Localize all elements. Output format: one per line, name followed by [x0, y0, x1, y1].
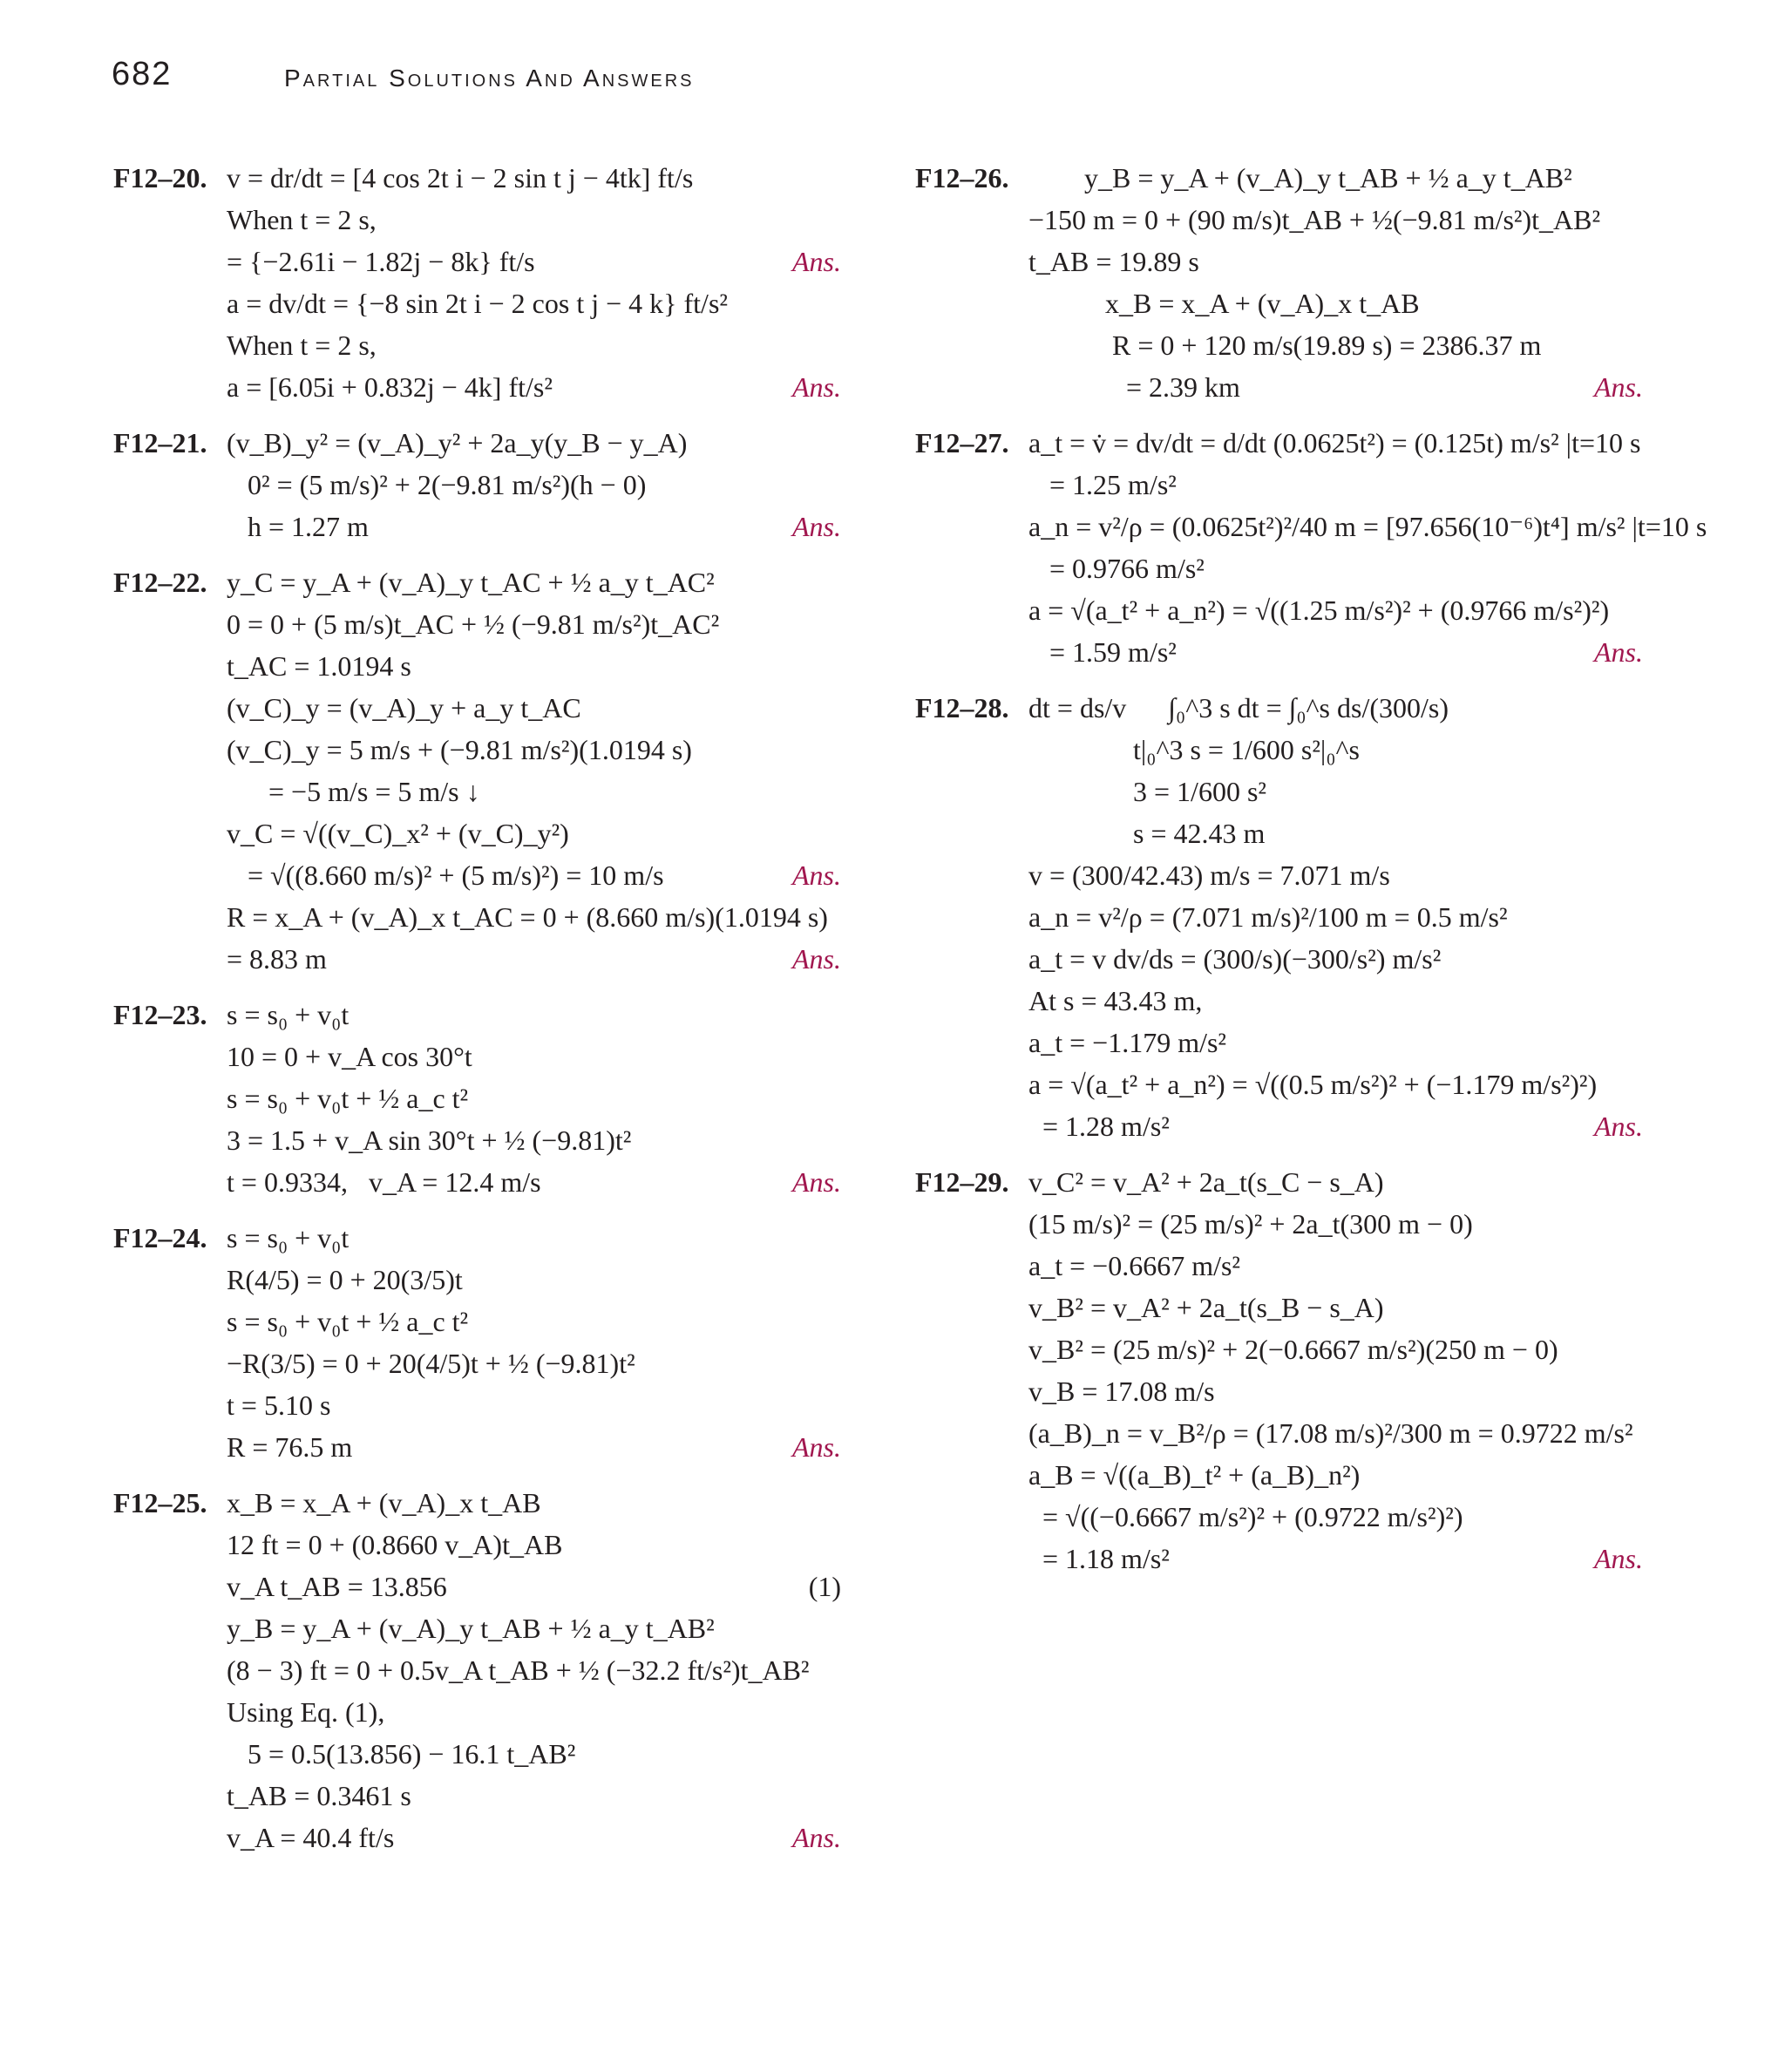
solution-line — [227, 687, 841, 729]
equation-number: (1) — [808, 1571, 841, 1602]
answer-marker: Ans. — [1594, 1543, 1643, 1574]
solution-line — [1028, 1203, 1643, 1245]
solution-text: s = s₀ + v₀t — [227, 999, 350, 1030]
solution-line — [1028, 1412, 1643, 1454]
solution-text: s = s₀ + v₀t — [227, 1222, 350, 1253]
solution-line — [1028, 241, 1643, 282]
solution-line — [227, 1077, 841, 1119]
solution-text: = √((8.660 m/s)² + (5 m/s)²) = 10 m/s — [227, 859, 664, 891]
problem-id: F12–27. — [915, 427, 1009, 459]
solution-text: v_B² = v_A² + 2a_t(s_B − s_A) — [1028, 1292, 1384, 1323]
solution-text: Using Eq. (1), — [227, 1696, 385, 1728]
solution-line — [227, 422, 841, 464]
answer-marker: Ans. — [792, 371, 841, 403]
solution-text: a = [6.05i + 0.832j − 4k] ft/s² — [227, 371, 553, 403]
solution-text: v_B = 17.08 m/s — [1028, 1376, 1215, 1407]
solution-text: 3 = 1/600 s² — [1028, 776, 1266, 807]
solution-line — [227, 645, 841, 687]
solution-line — [227, 1524, 841, 1566]
solution-text: s = s₀ + v₀t + ½ a_c t² — [227, 1306, 469, 1337]
solution-line — [227, 994, 841, 1036]
solution-text: 0 = 0 + (5 m/s)t_AC + ½ (−9.81 m/s²)t_AC² — [227, 608, 720, 640]
solution-text: v_A t_AB = 13.856 — [227, 1571, 447, 1602]
problem — [113, 1482, 841, 1858]
left-column — [113, 157, 841, 1872]
solution-text: t_AB = 19.89 s — [1028, 246, 1199, 277]
solution-line — [1028, 422, 1643, 464]
solution-line — [1028, 157, 1643, 199]
solution-text: v_A = 40.4 ft/s — [227, 1822, 395, 1853]
solution-line — [227, 324, 841, 366]
answer-marker: Ans. — [1594, 636, 1643, 668]
solution-line — [227, 1301, 841, 1342]
solution-line — [1028, 1161, 1643, 1203]
solution-line — [1028, 506, 1707, 547]
solution-line — [227, 1691, 841, 1733]
solution-line — [1028, 896, 1643, 938]
solution-line — [1028, 282, 1643, 324]
solution-line — [227, 603, 841, 645]
solution-text: a_n = v²/ρ = (7.071 m/s)²/100 m = 0.5 m/s² — [1028, 901, 1508, 933]
problem — [113, 994, 841, 1203]
problem — [113, 1217, 841, 1468]
solution-line — [1028, 324, 1643, 366]
solution-line — [227, 561, 841, 603]
solution-line — [1028, 1245, 1643, 1287]
solution-text: 3 = 1.5 + v_A sin 30°t + ½ (−9.81)t² — [227, 1124, 632, 1156]
solution-text: R(4/5) = 0 + 20(3/5)t — [227, 1264, 463, 1295]
solution-text: y_B = y_A + (v_A)_y t_AB + ½ a_y t_AB² — [227, 1613, 715, 1644]
solution-text: v_B² = (25 m/s)² + 2(−0.6667 m/s²)(250 m − 0) — [1028, 1334, 1558, 1365]
solution-text: (15 m/s)² = (25 m/s)² + 2a_t(300 m − 0) — [1028, 1208, 1473, 1240]
solution-line — [227, 1217, 841, 1259]
solution-line — [1028, 1287, 1643, 1328]
solution-text: = 1.18 m/s² — [1028, 1543, 1170, 1574]
problem — [915, 157, 1643, 408]
solution-line — [1028, 729, 1643, 771]
solution-text: (a_B)_n = v_B²/ρ = (17.08 m/s)²/300 m = 0.9722 m/s² — [1028, 1417, 1633, 1449]
problem-id: F12–26. — [915, 162, 1009, 194]
solution-line — [227, 1566, 841, 1607]
solution-text: v = dr/dt = [4 cos 2t i − 2 sin t j − 4tk] ft/s — [227, 162, 694, 194]
solution-line — [227, 1817, 841, 1858]
solution-text: s = s₀ + v₀t + ½ a_c t² — [227, 1083, 469, 1114]
solution-line — [1028, 366, 1643, 408]
solution-text: When t = 2 s, — [227, 204, 377, 235]
solution-text: R = x_A + (v_A)_x t_AC = 0 + (8.660 m/s)(1.0194 s) — [227, 901, 828, 933]
answer-marker: Ans. — [792, 1431, 841, 1463]
solution-text: v_C = √((v_C)_x² + (v_C)_y²) — [227, 818, 569, 849]
solution-line — [1028, 1454, 1643, 1496]
problem-id: F12–29. — [915, 1166, 1009, 1198]
solution-line — [227, 1426, 841, 1468]
solution-text: t = 0.9334, v_A = 12.4 m/s — [227, 1166, 541, 1198]
solution-line — [227, 199, 841, 241]
problem-id: F12–28. — [915, 692, 1009, 724]
solution-text: = 8.83 m — [227, 943, 327, 975]
solution-text: −R(3/5) = 0 + 20(4/5)t + ½ (−9.81)t² — [227, 1348, 635, 1379]
solution-text: a = √(a_t² + a_n²) = √((1.25 m/s²)² + (0.9766 m/s²)²) — [1028, 594, 1610, 626]
solution-text: R = 76.5 m — [227, 1431, 353, 1463]
solution-line — [227, 896, 841, 938]
solution-text: a = √(a_t² + a_n²) = √((0.5 m/s²)² + (−1.179 m/s²)²) — [1028, 1069, 1598, 1100]
solution-text: = {−2.61i − 1.82j − 8k} ft/s — [227, 246, 535, 277]
solution-text: (8 − 3) ft = 0 + 0.5v_A t_AB + ½ (−32.2 ft/s²)t_AB² — [227, 1654, 810, 1686]
solution-text: t = 5.10 s — [227, 1389, 331, 1421]
solution-text: a_B = √((a_B)_t² + (a_B)_n²) — [1028, 1459, 1361, 1491]
solution-line — [227, 812, 841, 854]
solution-line — [1028, 589, 1643, 631]
solution-line — [1028, 1105, 1643, 1147]
answer-marker: Ans. — [792, 1822, 841, 1853]
solution-line — [227, 1119, 841, 1161]
solution-line — [227, 771, 841, 812]
solution-line — [227, 1775, 841, 1817]
solution-text: When t = 2 s, — [227, 329, 377, 361]
solution-text: t|₀^3 s = 1/600 s²|₀^s — [1028, 734, 1360, 765]
solution-line — [227, 1607, 841, 1649]
page-number: 682 — [112, 56, 173, 92]
solution-line — [1028, 687, 1643, 729]
problem — [113, 561, 841, 980]
answer-marker: Ans. — [792, 1166, 841, 1198]
solution-text: = √((−0.6667 m/s²)² + (0.9722 m/s²)²) — [1028, 1501, 1463, 1532]
solution-text: t_AB = 0.3461 s — [227, 1780, 411, 1811]
solution-text: R = 0 + 120 m/s(19.89 s) = 2386.37 m — [1028, 329, 1542, 361]
solution-line — [227, 1259, 841, 1301]
solution-text: = 1.25 m/s² — [1028, 469, 1177, 500]
solution-text: a_t = v̇ = dv/dt = d/dt (0.0625t²) = (0.125t) m/s² |t=10 s — [1028, 427, 1641, 459]
solution-line — [227, 729, 841, 771]
solution-text: v_C² = v_A² + 2a_t(s_C − s_A) — [1028, 1166, 1384, 1198]
solution-line — [227, 938, 841, 980]
solution-text: dt = ds/v ∫₀^3 s dt = ∫₀^s ds/(300/s) — [1028, 692, 1449, 724]
solution-text: h = 1.27 m — [227, 511, 369, 542]
problem-id: F12–24. — [113, 1222, 207, 1253]
answer-marker: Ans. — [792, 511, 841, 542]
solution-text: −150 m = 0 + (90 m/s)t_AB + ½(−9.81 m/s²)t_AB² — [1028, 204, 1601, 235]
solution-line — [227, 464, 841, 506]
solution-text: 0² = (5 m/s)² + 2(−9.81 m/s²)(h − 0) — [227, 469, 647, 500]
solution-line — [227, 1733, 841, 1775]
solution-text: 10 = 0 + v_A cos 30°t — [227, 1041, 472, 1072]
solution-text: a_n = v²/ρ = (0.0625t²)²/40 m = [97.656(10⁻⁶)t⁴] m/s² |t=10 s — [1028, 511, 1707, 542]
solution-line — [227, 157, 841, 199]
problem-id: F12–25. — [113, 1487, 207, 1518]
solution-line — [1028, 938, 1643, 980]
solution-line — [227, 1482, 841, 1524]
solution-text: = 1.28 m/s² — [1028, 1111, 1170, 1142]
solution-line — [1028, 1496, 1643, 1538]
answer-marker: Ans. — [792, 943, 841, 975]
solution-text: s = 42.43 m — [1028, 818, 1266, 849]
solution-text: t_AC = 1.0194 s — [227, 650, 411, 682]
solution-line — [1028, 1370, 1643, 1412]
problem — [113, 422, 841, 547]
solution-text: 12 ft = 0 + (0.8660 v_A)t_AB — [227, 1529, 563, 1560]
solution-line — [227, 506, 841, 547]
solution-text: = 2.39 km — [1028, 371, 1240, 403]
solution-line — [227, 241, 841, 282]
solution-line — [227, 282, 841, 324]
problem — [915, 687, 1643, 1147]
solution-line — [1028, 1328, 1643, 1370]
solution-text: v = (300/42.43) m/s = 7.071 m/s — [1028, 859, 1390, 891]
solution-text: = 0.9766 m/s² — [1028, 553, 1205, 584]
problem — [915, 422, 1707, 673]
problem — [915, 1161, 1643, 1579]
problem-id: F12–20. — [113, 162, 207, 194]
solution-line — [227, 1036, 841, 1077]
solution-line — [1028, 547, 1643, 589]
answer-marker: Ans. — [792, 246, 841, 277]
solution-text: (v_B)_y² = (v_A)_y² + 2a_y(y_B − y_A) — [227, 427, 688, 459]
solution-text: x_B = x_A + (v_A)_x t_AB — [227, 1487, 541, 1518]
solution-text: a_t = −0.6667 m/s² — [1028, 1250, 1241, 1281]
solution-line — [227, 1384, 841, 1426]
solution-text: a_t = −1.179 m/s² — [1028, 1027, 1227, 1058]
solution-line — [227, 366, 841, 408]
right-column — [915, 157, 1707, 1593]
solution-line — [1028, 1022, 1643, 1063]
solution-line — [227, 1161, 841, 1203]
solution-line — [1028, 1538, 1643, 1579]
solution-text: x_B = x_A + (v_A)_x t_AB — [1028, 288, 1420, 319]
running-title: Partial Solutions And Answers — [284, 65, 695, 92]
answer-marker: Ans. — [1594, 371, 1643, 403]
solution-line — [227, 854, 841, 896]
solution-line — [1028, 854, 1643, 896]
solution-text: = −5 m/s = 5 m/s ↓ — [227, 776, 480, 807]
problem-id: F12–23. — [113, 999, 207, 1030]
solution-line — [227, 1649, 841, 1691]
solution-text: y_B = y_A + (v_A)_y t_AB + ½ a_y t_AB² — [1028, 162, 1572, 194]
solution-line — [227, 1342, 841, 1384]
problem-id: F12–21. — [113, 427, 207, 459]
problem-id: F12–22. — [113, 567, 207, 598]
solution-text: 5 = 0.5(13.856) − 16.1 t_AB² — [227, 1738, 576, 1770]
solution-text: a_t = v dv/ds = (300/s)(−300/s²) m/s² — [1028, 943, 1442, 975]
solution-text: At s = 43.43 m, — [1028, 985, 1203, 1016]
solution-line — [1028, 464, 1643, 506]
solution-line — [1028, 199, 1643, 241]
solution-line — [1028, 631, 1643, 673]
answer-marker: Ans. — [792, 859, 841, 891]
solution-line — [1028, 812, 1643, 854]
solution-text: a = dv/dt = {−8 sin 2t i − 2 cos t j − 4 k} ft/s² — [227, 288, 728, 319]
solution-text: (v_C)_y = (v_A)_y + a_y t_AC — [227, 692, 581, 724]
solution-text: (v_C)_y = 5 m/s + (−9.81 m/s²)(1.0194 s) — [227, 734, 692, 765]
solution-line — [1028, 1063, 1643, 1105]
problem — [113, 157, 841, 408]
solution-line — [1028, 771, 1643, 812]
answer-marker: Ans. — [1594, 1111, 1643, 1142]
solution-text: y_C = y_A + (v_A)_y t_AC + ½ a_y t_AC² — [227, 567, 715, 598]
solution-line — [1028, 980, 1643, 1022]
solution-text: = 1.59 m/s² — [1028, 636, 1177, 668]
